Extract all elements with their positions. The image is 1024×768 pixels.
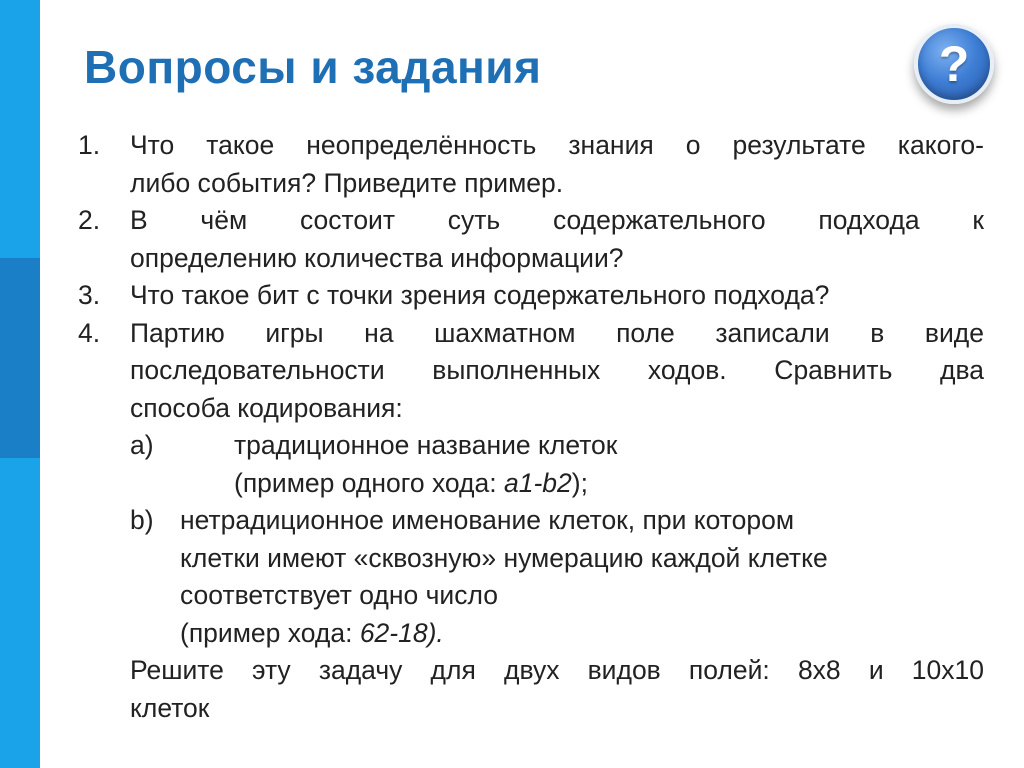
example-suffix: ); bbox=[571, 467, 588, 498]
sub-item-b bbox=[130, 502, 984, 652]
sub-item-text bbox=[234, 427, 984, 502]
final-task-line: Решите эту задачу для двух видов полей: 8х8 и 10х10 bbox=[130, 655, 984, 685]
slide-title: Вопросы и задания bbox=[84, 41, 542, 93]
sub-item-line: нетрадиционное именование клеток, при котором bbox=[180, 505, 795, 535]
item-text-line: либо события? Приведите пример. bbox=[130, 167, 564, 198]
item-number: 3. bbox=[78, 280, 101, 310]
final-task-line: клеток bbox=[130, 692, 210, 723]
sub-item-line: традиционное название клеток bbox=[234, 430, 618, 460]
sub-item-text bbox=[180, 502, 984, 652]
item-number: 1. bbox=[78, 130, 101, 160]
item-text bbox=[130, 202, 984, 277]
sub-item-line: клетки имеют «сквозную» нумерацию каждой клетке bbox=[180, 542, 828, 573]
list-item bbox=[78, 202, 984, 277]
example-prefix: (пример хода: bbox=[180, 617, 360, 648]
list-item bbox=[78, 277, 984, 315]
example-move: 62-18). bbox=[359, 617, 444, 648]
item-number: 2. bbox=[78, 205, 101, 235]
questions-list bbox=[78, 127, 984, 727]
item-text-line: Что такое неопределённость знания о результате какого- bbox=[130, 130, 984, 160]
question-mark-icon: ? bbox=[938, 36, 970, 92]
item-text-line: последовательности выполненных ходов. Сравнить два bbox=[130, 355, 984, 385]
item-text bbox=[130, 127, 984, 202]
item-text-line: способа кодирования: bbox=[130, 392, 403, 423]
sub-item-label: b) bbox=[130, 505, 154, 535]
item-text-line: Что такое бит с точки зрения содержательного подхода? bbox=[130, 280, 830, 310]
list-item bbox=[78, 127, 984, 202]
help-button[interactable] bbox=[914, 24, 994, 104]
item-text bbox=[130, 277, 984, 315]
item-number: 4. bbox=[78, 317, 101, 348]
sub-item-line bbox=[180, 615, 984, 653]
left-accent-bar-highlight bbox=[0, 258, 40, 458]
item-text bbox=[130, 315, 984, 428]
item-text-line: В чём состоит суть содержательного подхода к bbox=[130, 205, 984, 235]
item-text-line: Партию игры на шахматном поле записали в виде bbox=[130, 317, 984, 348]
sub-item-label: a) bbox=[130, 430, 154, 460]
list-item bbox=[78, 315, 984, 428]
sub-item-line: соответствует одно число bbox=[180, 580, 498, 610]
item-text-line: определению количества информации? bbox=[130, 242, 624, 273]
sub-item-a bbox=[130, 427, 984, 502]
sub-item-line bbox=[234, 465, 984, 503]
example-prefix: (пример одного хода: bbox=[234, 467, 504, 498]
example-move: a1-b2 bbox=[503, 467, 572, 498]
final-task bbox=[130, 652, 984, 727]
